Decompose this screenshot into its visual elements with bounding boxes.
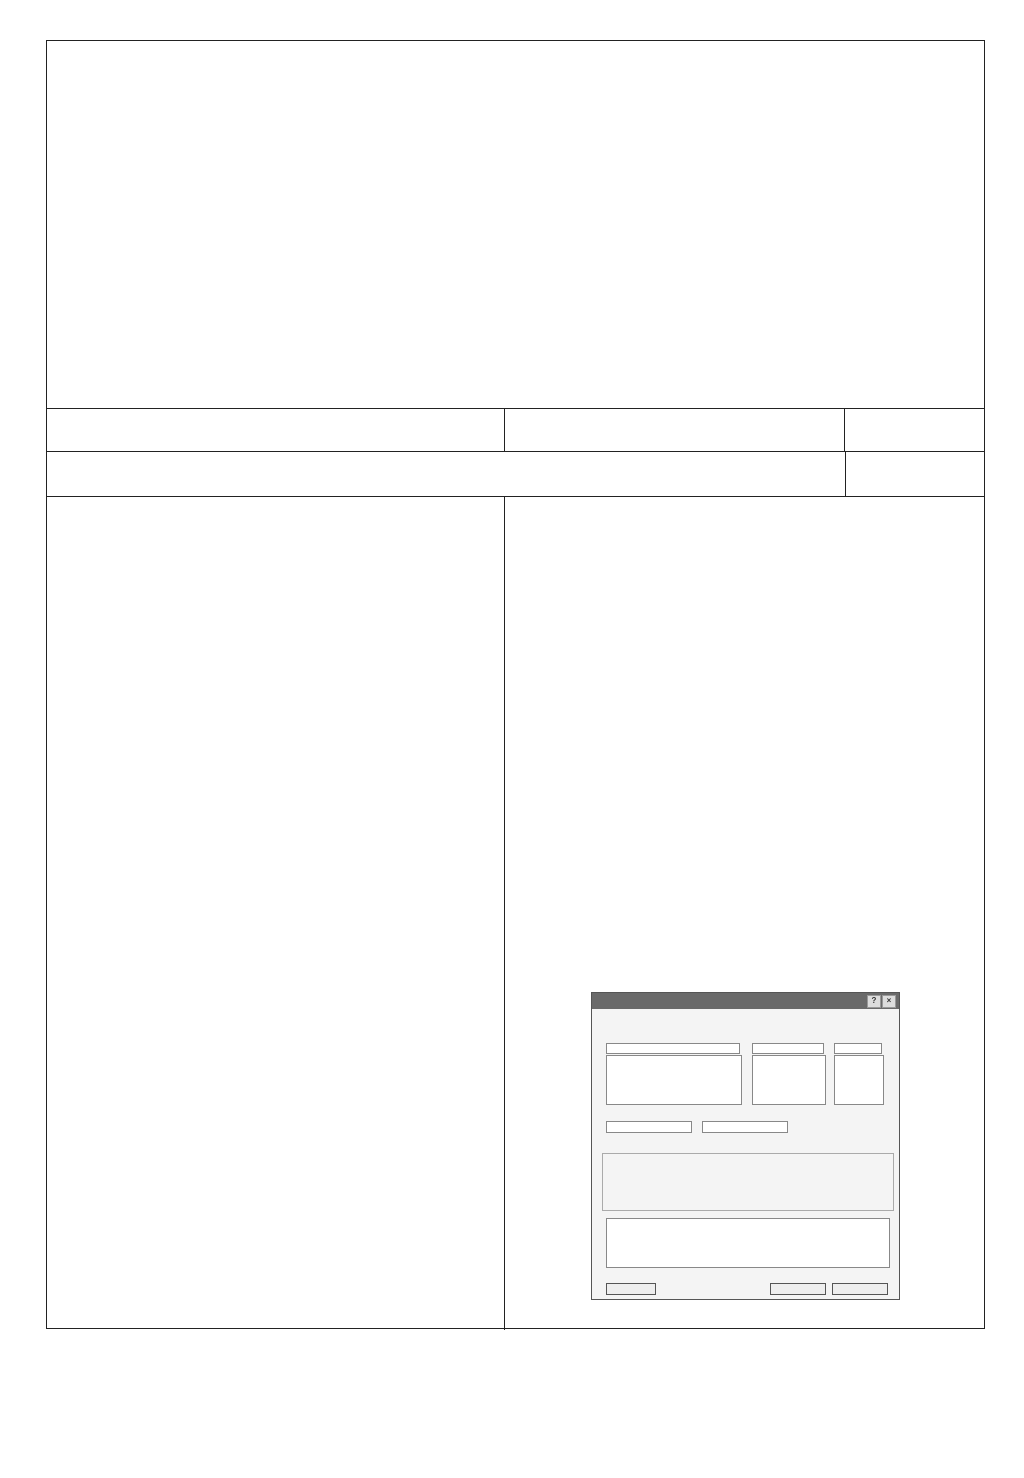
font-dialog-screenshot xyxy=(591,992,900,1300)
font-size-input xyxy=(834,1043,882,1054)
top-block xyxy=(47,41,984,409)
activity-row xyxy=(47,452,984,497)
font-name-input xyxy=(606,1043,740,1054)
cancel-button xyxy=(832,1283,888,1295)
help-icon: ? xyxy=(867,995,881,1008)
font-name-list xyxy=(606,1055,742,1105)
table-header-row xyxy=(47,409,984,452)
header-content xyxy=(505,409,845,451)
close-icon: × xyxy=(882,995,896,1008)
dialog-titlebar xyxy=(592,993,899,1009)
font-style-input xyxy=(752,1043,824,1054)
preview-box xyxy=(606,1218,890,1268)
default-button xyxy=(606,1283,656,1295)
ok-button xyxy=(770,1283,826,1295)
activity-time xyxy=(845,452,984,496)
font-size-list xyxy=(834,1055,884,1105)
effects-group xyxy=(602,1153,894,1211)
header-activities xyxy=(47,409,505,451)
header-time xyxy=(845,409,984,451)
underline-style-dropdown xyxy=(702,1121,788,1133)
font-color-dropdown xyxy=(606,1121,692,1133)
teacher-student-column xyxy=(47,497,505,1330)
font-style-list xyxy=(752,1055,826,1105)
